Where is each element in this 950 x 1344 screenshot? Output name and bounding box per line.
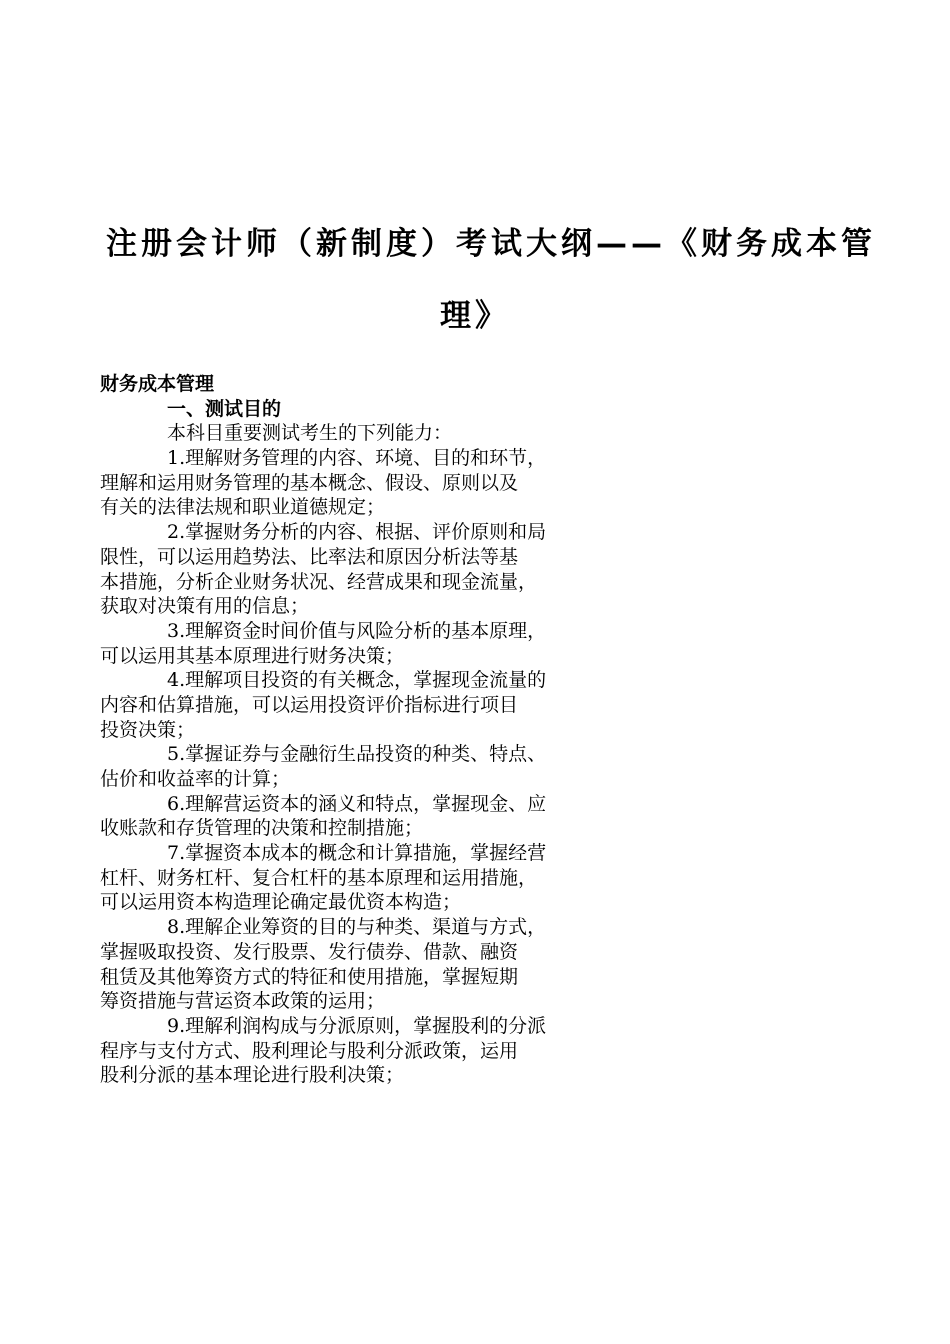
paragraph-line: 筹资措施与营运资本政策的运用； xyxy=(100,990,386,1013)
document-title-line-2: 理》 xyxy=(440,298,510,334)
paragraph-line: 9.理解利润构成与分派原则，掌握股利的分派 xyxy=(167,1014,547,1037)
paragraph-line: 可以运用资本构造理论确定最优资本构造； xyxy=(100,891,462,914)
intro-paragraph: 本科目重要测试考生的下列能力： xyxy=(167,422,453,445)
paragraph-line: 内容和估算措施，可以运用投资评价指标进行项目 xyxy=(100,693,519,716)
paragraph-line: 限性，可以运用趋势法、比率法和原因分析法等基 xyxy=(100,545,519,568)
paragraph-line: 1.理解财务管理的内容、环境、目的和环节， xyxy=(167,447,547,470)
paragraph-line: 8.理解企业筹资的目的与种类、渠道与方式， xyxy=(167,916,547,939)
section-heading: 财务成本管理 xyxy=(100,373,215,395)
paragraph-line: 投资决策； xyxy=(100,718,196,741)
document-body xyxy=(100,372,860,1088)
paragraph-line: 6.理解营运资本的涵义和特点，掌握现金、应 xyxy=(167,792,547,815)
document-title-line-1: 注册会计师（新制度）考试大纲——《财务成本管 xyxy=(106,226,876,262)
paragraph-line: 可以运用其基本原理进行财务决策； xyxy=(100,644,405,667)
paragraph-line: 有关的法律法规和职业道德规定； xyxy=(100,496,386,519)
paragraph-line: 理解和运用财务管理的基本概念、假设、原则以及 xyxy=(100,471,519,494)
paragraph-line: 7.掌握资本成本的概念和计算措施，掌握经营 xyxy=(167,842,547,865)
subsection-heading: 一、测试目的 xyxy=(167,397,282,420)
paragraph-line: 4.理解项目投资的有关概念，掌握现金流量的 xyxy=(167,669,547,692)
paragraph-line: 股利分派的基本理论进行股利决策； xyxy=(100,1064,405,1087)
paragraph-line: 估价和收益率的计算； xyxy=(100,768,291,790)
paragraph-line: 3.理解资金时间价值与风险分析的基本原理， xyxy=(167,619,547,642)
paragraph-line: 收账款和存货管理的决策和控制措施； xyxy=(100,817,424,840)
paragraph-line: 程序与支付方式、股利理论与股利分派政策，运用 xyxy=(100,1039,519,1062)
paragraph-line: 租赁及其他筹资方式的特征和使用措施，掌握短期 xyxy=(100,965,519,988)
paragraph-line: 5.掌握证券与金融衍生品投资的种类、特点、 xyxy=(167,743,547,766)
paragraph-line: 掌握吸取投资、发行股票、发行债券、借款、融资 xyxy=(100,940,519,963)
paragraph-line: 本措施，分析企业财务状况、经营成果和现金流量， xyxy=(100,570,538,593)
paragraph-line: 杠杆、财务杠杆、复合杠杆的基本原理和运用措施， xyxy=(100,866,538,889)
paragraph-line: 2.掌握财务分析的内容、根据、评价原则和局 xyxy=(167,521,547,544)
paragraph-line: 获取对决策有用的信息； xyxy=(100,595,310,618)
